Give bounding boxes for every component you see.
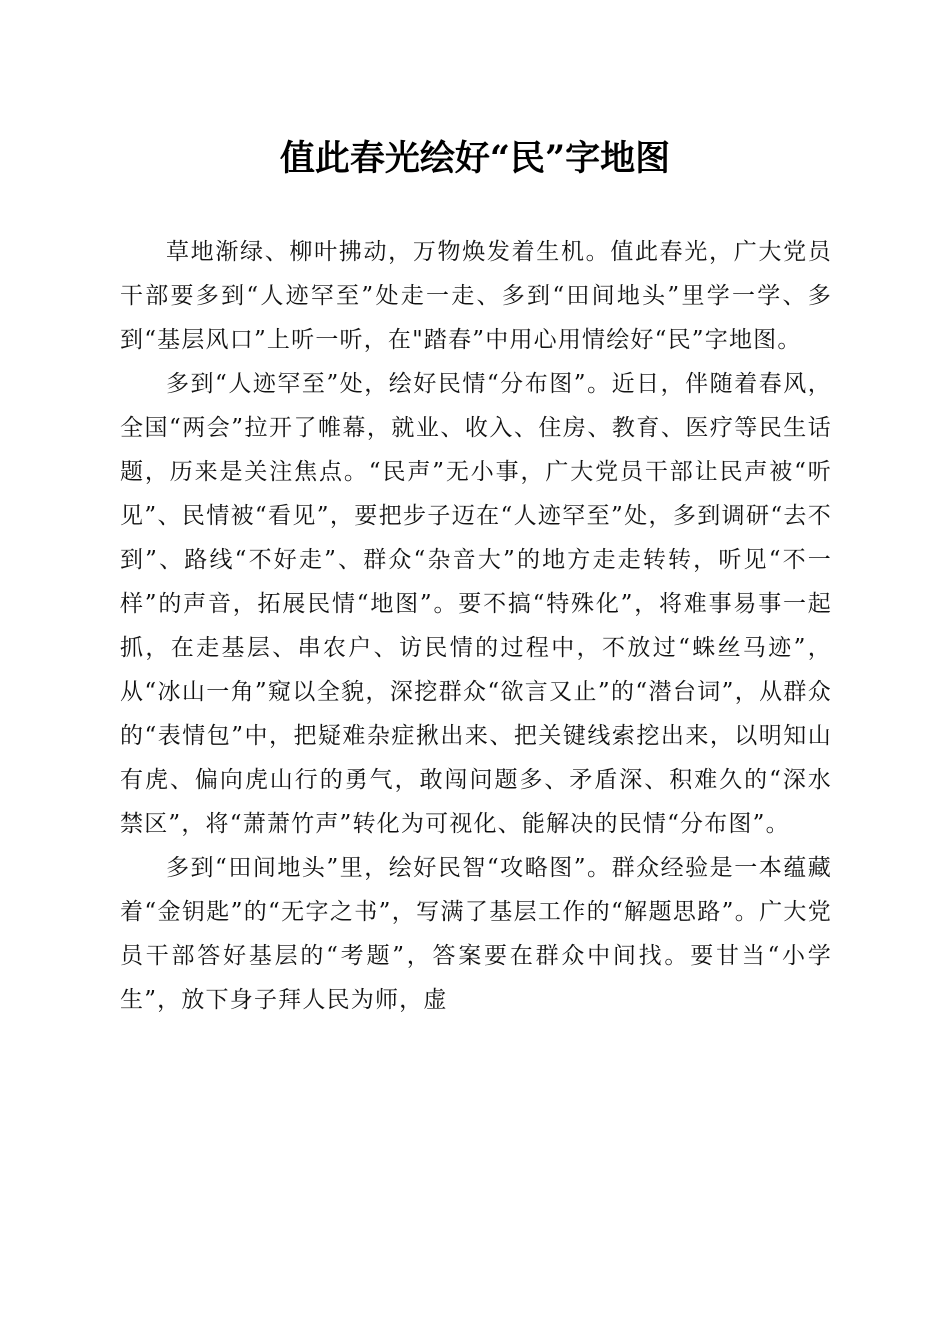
document-title: 值此春光绘好“民”字地图: [279, 138, 671, 179]
paragraph: 草地渐绿、柳叶拂动，万物焕发着生机。值此春光，广大党员干部要多到“人迹罕至”处走一走、多到“田间地头”里学一学、多到“基层风口”上听一听，在"踏春”中用心用情绘好“民”字地图。: [120, 239, 832, 353]
document-body: [120, 230, 832, 1022]
paragraph: 多到“田间地头”里，绘好民智“攻略图”。群众经验是一本蕴藏着“金钥匙”的“无字之书”，写满了基层工作的“解题思路”。广大党员干部答好基层的“考题”，答案要在群众中间找。要甘当“小学生”，放下身子拜人民为师，虚: [120, 855, 832, 1013]
paragraph: 多到“人迹罕至”处，绘好民情“分布图”。近日，伴随着春风，全国“两会”拉开了帷幕，就业、收入、住房、教育、医疗等民生话题，历来是关注焦点。“民声”无小事，广大党员干部让民声被“听见”、民情被“看见”，要把步子迈在“人迹罕至”处，多到调研“去不到”、路线“不好走”、群众“杂音大”的地方走走转转，听见“不一样”的声音，拓展民情“地图”。要不搞“特殊化”，将难事易事一起抓，在走基层、串农户、访民情的过程中，不放过“蛛丝马迹”，从“冰山一角”窥以全貌，深挖群众“欲言又止”的“潜台词”，从群众的“表情包”中，把疑难杂症揪出来、把关键线索挖出来，以明知山有虎、偏向虎山行的勇气，敢闯问题多、矛盾深、积难久的“深水禁区”，将“萧萧竹声”转化为可视化、能解决的民情“分布图”。: [120, 371, 832, 837]
